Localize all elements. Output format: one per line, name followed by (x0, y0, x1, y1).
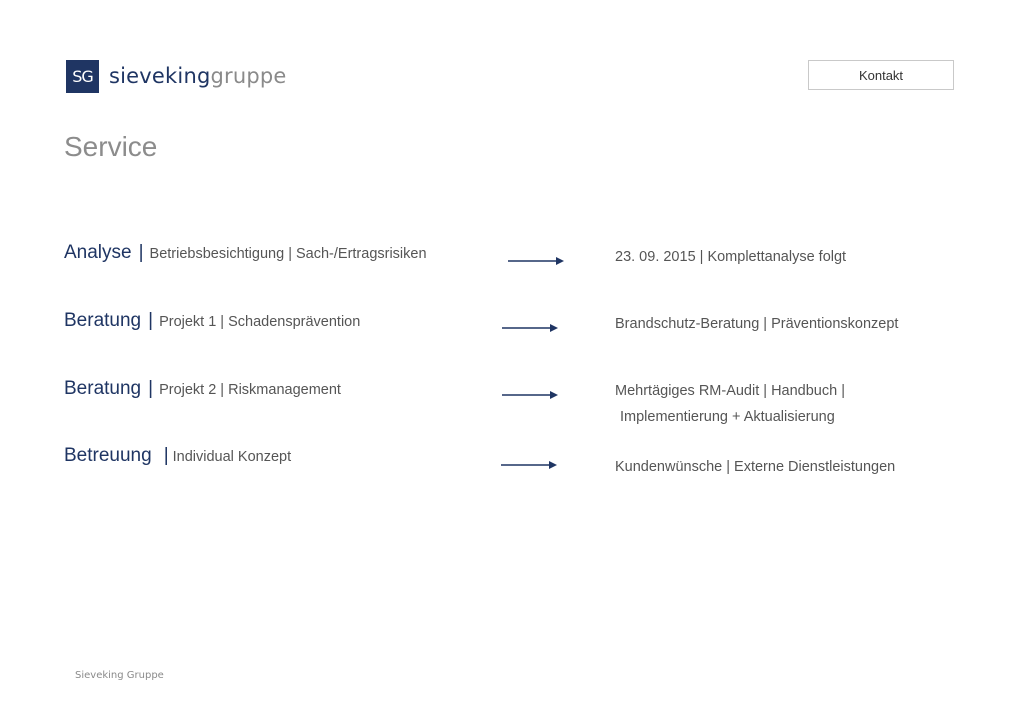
logo-wordmark-part1: sieveking (109, 64, 211, 88)
service-label (64, 378, 341, 400)
separator: | (138, 242, 144, 263)
logo-wordmark (109, 66, 287, 87)
service-detail: Projekt 1 | Schadensprävention (159, 314, 361, 330)
page-title: Service (64, 131, 158, 162)
service-label (64, 310, 360, 332)
contact-button[interactable]: Kontakt (808, 60, 954, 90)
service-label (64, 445, 291, 467)
arrow-right-icon (508, 255, 568, 267)
service-label (64, 242, 427, 264)
service-title: Betreuung (64, 445, 152, 466)
service-row-beratung-2 (64, 378, 954, 448)
service-row-betreuung (64, 445, 954, 515)
result-line-1: 23. 09. 2015 | Komplettanalyse folgt (615, 249, 847, 265)
service-result (615, 454, 895, 480)
service-result (615, 244, 846, 270)
result-line-1: Mehrtägiges RM-Audit | Handbuch | (615, 383, 845, 399)
logo-badge: SG (66, 60, 99, 93)
service-title: Beratung (64, 378, 142, 399)
logo-wordmark-part2: gruppe (210, 64, 287, 88)
service-title: Analyse (64, 242, 132, 263)
arrow-right-icon (502, 322, 562, 334)
company-logo (66, 60, 287, 93)
separator: | (148, 378, 154, 399)
footer-text: Sieveking Gruppe (75, 670, 164, 681)
service-result (615, 378, 845, 430)
service-title: Beratung (64, 310, 142, 331)
result-line-1: Brandschutz-Beratung | Präventionskonzept (615, 316, 899, 332)
arrow-right-icon (502, 389, 562, 401)
result-line-1: Kundenwünsche | Externe Dienstleistungen (615, 459, 896, 475)
service-detail: Individual Konzept (172, 449, 292, 465)
separator: | (148, 310, 154, 331)
service-row-beratung-1 (64, 310, 954, 380)
service-result (615, 311, 898, 337)
service-detail: Betriebsbesichtigung | Sach-/Ertragsrisiken (149, 246, 427, 262)
arrow-right-icon (501, 459, 561, 471)
separator: | (163, 445, 169, 466)
service-detail: Projekt 2 | Riskmanagement (159, 382, 341, 398)
service-row-analyse (64, 242, 954, 312)
result-line-2: Implementierung + Aktualisierung (620, 409, 835, 425)
